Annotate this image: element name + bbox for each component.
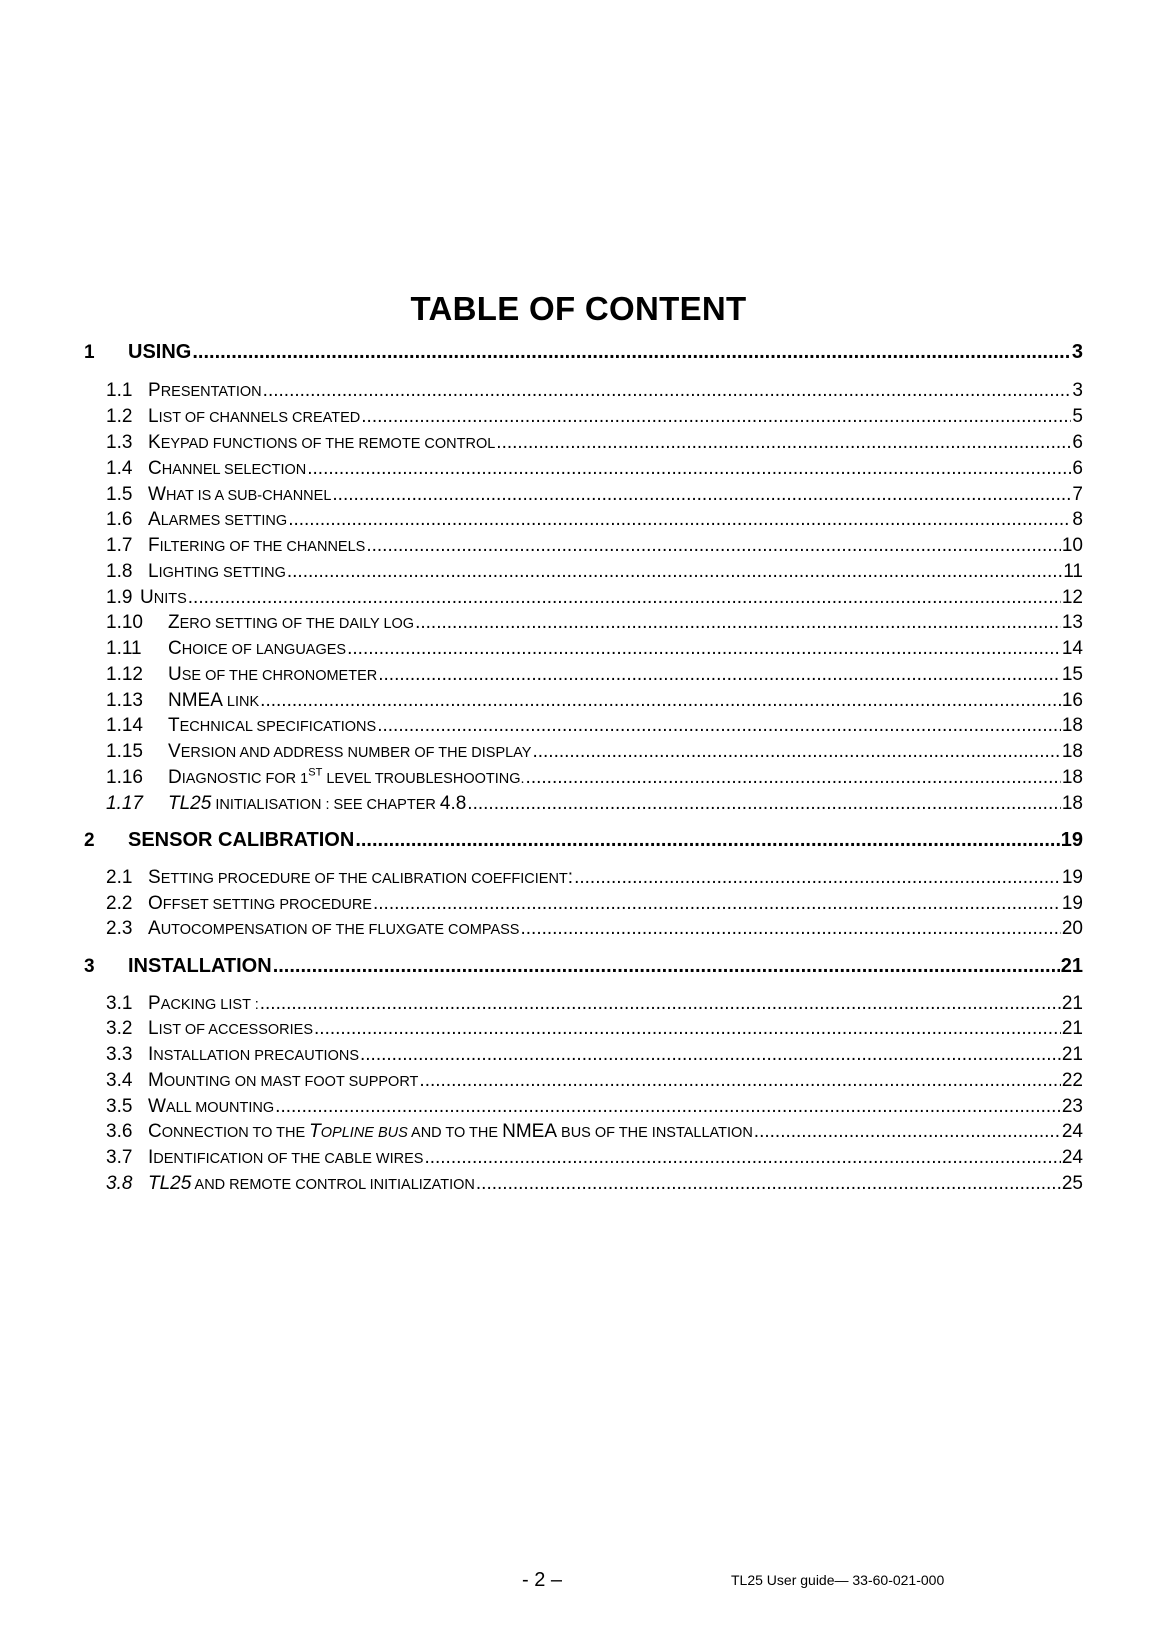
section-title: DIAGNOSTIC FOR 1ST LEVEL TROUBLESHOOTING. xyxy=(168,767,525,788)
section-title: WHAT IS A SUB-CHANNEL xyxy=(148,484,332,505)
section-number: 1.7 xyxy=(106,535,133,556)
page-number: 18 xyxy=(1061,741,1083,762)
toc-chapter-2[interactable] xyxy=(84,829,1083,852)
page-number: 19 xyxy=(1061,867,1083,888)
section-title: CONNECTION TO THE TOPLINE BUS AND TO THE NMEA BUS OF THE INSTALLATION xyxy=(148,1121,753,1142)
section-title: NMEA LINK xyxy=(168,690,260,711)
page-number: 13 xyxy=(1061,612,1083,633)
dot-leader xyxy=(361,406,1071,428)
section-title: AUTOCOMPENSATION OF THE FLUXGATE COMPASS xyxy=(148,918,520,939)
chapter-title: SENSOR CALIBRATION xyxy=(128,829,355,851)
page-number: 21 xyxy=(1060,955,1083,977)
section-title: ZERO SETTING OF THE DAILY LOG xyxy=(168,612,415,633)
chapter-title: USING xyxy=(128,341,192,363)
section-number: 3.6 xyxy=(106,1121,133,1142)
toc-entry-1-2[interactable] xyxy=(106,406,1083,428)
dot-leader xyxy=(347,638,1061,660)
page-number: 24 xyxy=(1061,1121,1083,1142)
section-title: TECHNICAL SPECIFICATIONS xyxy=(168,715,377,736)
page-number: 25 xyxy=(1061,1173,1083,1194)
page-number: 21 xyxy=(1061,993,1083,1014)
section-number: 3.7 xyxy=(106,1147,133,1168)
toc-entry-3-6[interactable] xyxy=(106,1121,1083,1143)
section-number: 1.16 xyxy=(106,767,143,788)
section-title: ALARMES SETTING xyxy=(148,509,288,530)
page-number: 5 xyxy=(1072,406,1083,427)
page-number: 16 xyxy=(1061,690,1083,711)
page-number: 21 xyxy=(1061,1018,1083,1039)
dot-leader xyxy=(273,955,1060,978)
dot-leader xyxy=(532,741,1060,763)
section-number: 1.12 xyxy=(106,664,143,685)
page-number: 22 xyxy=(1061,1070,1083,1091)
toc-entry-1-14[interactable] xyxy=(106,715,1083,737)
dot-leader xyxy=(288,509,1071,531)
section-number: 1.11 xyxy=(106,638,142,659)
dot-leader xyxy=(467,793,1061,815)
toc-entry-3-8[interactable] xyxy=(106,1173,1083,1195)
footer-document-reference: TL25 User guide— 33-60-021-000 xyxy=(731,1572,945,1588)
page-number: 19 xyxy=(1060,829,1083,851)
section-number: 1.6 xyxy=(106,509,133,530)
page-number: 8 xyxy=(1072,509,1083,530)
section-number: 3.5 xyxy=(106,1096,133,1117)
section-title: LIST OF CHANNELS CREATED xyxy=(148,406,361,427)
section-title: IDENTIFICATION OF THE CABLE WIRES xyxy=(148,1147,424,1168)
dot-leader xyxy=(754,1121,1061,1143)
page-number: 11 xyxy=(1063,561,1083,582)
section-title: CHANNEL SELECTION xyxy=(148,458,307,479)
section-title: MOUNTING ON MAST FOOT SUPPORT xyxy=(148,1070,419,1091)
dot-leader xyxy=(419,1070,1060,1092)
section-title: WALL MOUNTING xyxy=(148,1096,275,1117)
section-title: LIGHTING SETTING xyxy=(148,561,286,582)
toc-entry-2-2[interactable] xyxy=(106,893,1083,915)
page-number: 15 xyxy=(1061,664,1083,685)
section-number: 1.17 xyxy=(106,793,143,814)
page-number: 12 xyxy=(1061,587,1083,608)
toc-chapter-1[interactable] xyxy=(84,341,1083,364)
toc-entry-3-4[interactable] xyxy=(106,1070,1083,1092)
dot-leader xyxy=(275,1096,1061,1118)
section-title: TL25 INITIALISATION : SEE CHAPTER 4.8 xyxy=(168,793,467,814)
toc-entry-3-5[interactable] xyxy=(106,1096,1083,1118)
section-title: LIST OF ACCESSORIES xyxy=(148,1018,314,1039)
dot-leader xyxy=(260,993,1061,1015)
toc-entry-1-10[interactable] xyxy=(106,612,1083,634)
dot-leader xyxy=(520,918,1060,940)
section-number: 1.10 xyxy=(106,612,143,633)
dot-leader xyxy=(378,664,1061,686)
page-number: 3 xyxy=(1071,341,1083,363)
toc-entry-1-15[interactable] xyxy=(106,741,1083,763)
section-title: UNITS xyxy=(140,587,187,608)
section-number: 2.1 xyxy=(106,867,133,888)
section-number: 1.3 xyxy=(106,432,133,453)
section-title: SETTING PROCEDURE OF THE CALIBRATION COEFFICIENT: xyxy=(148,867,574,888)
toc-entry-1-16[interactable] xyxy=(106,767,1083,789)
toc-entry-1-5[interactable] xyxy=(106,484,1083,506)
section-title: USE OF THE CHRONOMETER xyxy=(168,664,378,685)
toc-entry-2-3[interactable] xyxy=(106,918,1083,940)
section-number: 3.2 xyxy=(106,1018,133,1039)
dot-leader xyxy=(496,432,1071,454)
dot-leader xyxy=(188,587,1061,609)
section-number: 1.4 xyxy=(106,458,133,479)
page-number: 18 xyxy=(1061,793,1083,814)
section-number: 1.5 xyxy=(106,484,133,505)
section-title: VERSION AND ADDRESS NUMBER OF THE DISPLAY xyxy=(168,741,532,762)
dot-leader xyxy=(307,458,1071,480)
section-number: 1.14 xyxy=(106,715,143,736)
chapter-number: 1 xyxy=(84,342,95,363)
toc-entry-1-9[interactable] xyxy=(106,587,1083,609)
section-title: CHOICE OF LANGUAGES xyxy=(168,638,347,659)
toc-entry-1-13[interactable] xyxy=(106,690,1083,712)
section-number: 1.2 xyxy=(106,406,133,427)
dot-leader xyxy=(415,612,1061,634)
toc-entry-1-17[interactable] xyxy=(106,793,1083,815)
section-title: FILTERING OF THE CHANNELS xyxy=(148,535,366,556)
dot-leader xyxy=(360,1044,1061,1066)
page-title: TABLE OF CONTENT xyxy=(410,290,747,327)
section-number: 1.1 xyxy=(106,380,133,401)
toc-entry-1-6[interactable] xyxy=(106,509,1083,531)
toc-entry-1-8[interactable] xyxy=(106,561,1083,583)
section-title: INSTALLATION PRECAUTIONS xyxy=(148,1044,359,1065)
page-number: 20 xyxy=(1061,918,1083,939)
section-number: 3.3 xyxy=(106,1044,133,1065)
dot-leader xyxy=(476,1173,1061,1195)
toc-entry-1-11[interactable] xyxy=(106,638,1083,660)
toc-entry-1-12[interactable] xyxy=(106,664,1083,686)
section-title: TL25 AND REMOTE CONTROL INITIALIZATION xyxy=(148,1173,475,1194)
toc-entry-2-1[interactable] xyxy=(106,867,1083,889)
toc-entry-1-7[interactable] xyxy=(106,535,1083,557)
dot-leader xyxy=(526,767,1061,789)
dot-leader xyxy=(377,715,1061,737)
toc-entry-3-3[interactable] xyxy=(106,1044,1083,1066)
page-number: 18 xyxy=(1061,767,1083,788)
dot-leader xyxy=(260,690,1061,712)
toc-chapter-3[interactable] xyxy=(84,955,1083,978)
dot-leader xyxy=(332,484,1071,506)
page-number: 7 xyxy=(1072,484,1083,505)
page-number: 6 xyxy=(1072,458,1083,479)
section-number: 3.4 xyxy=(106,1070,133,1091)
section-number: 3.8 xyxy=(106,1173,133,1194)
page-number: 18 xyxy=(1061,715,1083,736)
page-number: 23 xyxy=(1061,1096,1083,1117)
section-number: 2.2 xyxy=(106,893,133,914)
dot-leader xyxy=(373,893,1061,915)
dot-leader xyxy=(424,1147,1060,1169)
page-number: 21 xyxy=(1061,1044,1083,1065)
section-number: 1.15 xyxy=(106,741,143,762)
dot-leader xyxy=(355,829,1059,852)
toc-entry-1-3[interactable] xyxy=(106,432,1083,454)
toc-entry-3-2[interactable] xyxy=(106,1018,1083,1040)
chapter-number: 2 xyxy=(84,830,95,851)
toc-entry-1-1[interactable] xyxy=(106,380,1083,402)
footer-page-number: - 2 – xyxy=(522,1569,563,1591)
chapter-title: INSTALLATION xyxy=(128,955,272,977)
toc-entry-3-1[interactable] xyxy=(106,993,1083,1015)
section-number: 2.3 xyxy=(106,918,133,939)
page-number: 24 xyxy=(1061,1147,1083,1168)
toc-entry-1-4[interactable] xyxy=(106,458,1083,480)
section-title: PRESENTATION xyxy=(148,380,262,401)
dot-leader xyxy=(287,561,1062,583)
page-number: 3 xyxy=(1072,380,1083,401)
dot-leader xyxy=(314,1018,1061,1040)
section-number: 3.1 xyxy=(106,993,133,1014)
page-number: 19 xyxy=(1061,893,1083,914)
dot-leader xyxy=(263,380,1072,402)
section-title: PACKING LIST : xyxy=(148,993,259,1014)
section-title: KEYPAD FUNCTIONS OF THE REMOTE CONTROL xyxy=(148,432,496,453)
dot-leader xyxy=(366,535,1061,557)
dot-leader xyxy=(574,867,1061,889)
section-number: 1.13 xyxy=(106,690,143,711)
section-number: 1.9 xyxy=(106,587,133,608)
toc-entry-3-7[interactable] xyxy=(106,1147,1083,1169)
dot-leader xyxy=(192,341,1071,364)
section-number: 1.8 xyxy=(106,561,133,582)
page-number: 14 xyxy=(1061,638,1083,659)
chapter-number: 3 xyxy=(84,956,95,977)
page-number: 10 xyxy=(1061,535,1083,556)
section-title: OFFSET SETTING PROCEDURE xyxy=(148,893,372,914)
page-number: 6 xyxy=(1072,432,1083,453)
